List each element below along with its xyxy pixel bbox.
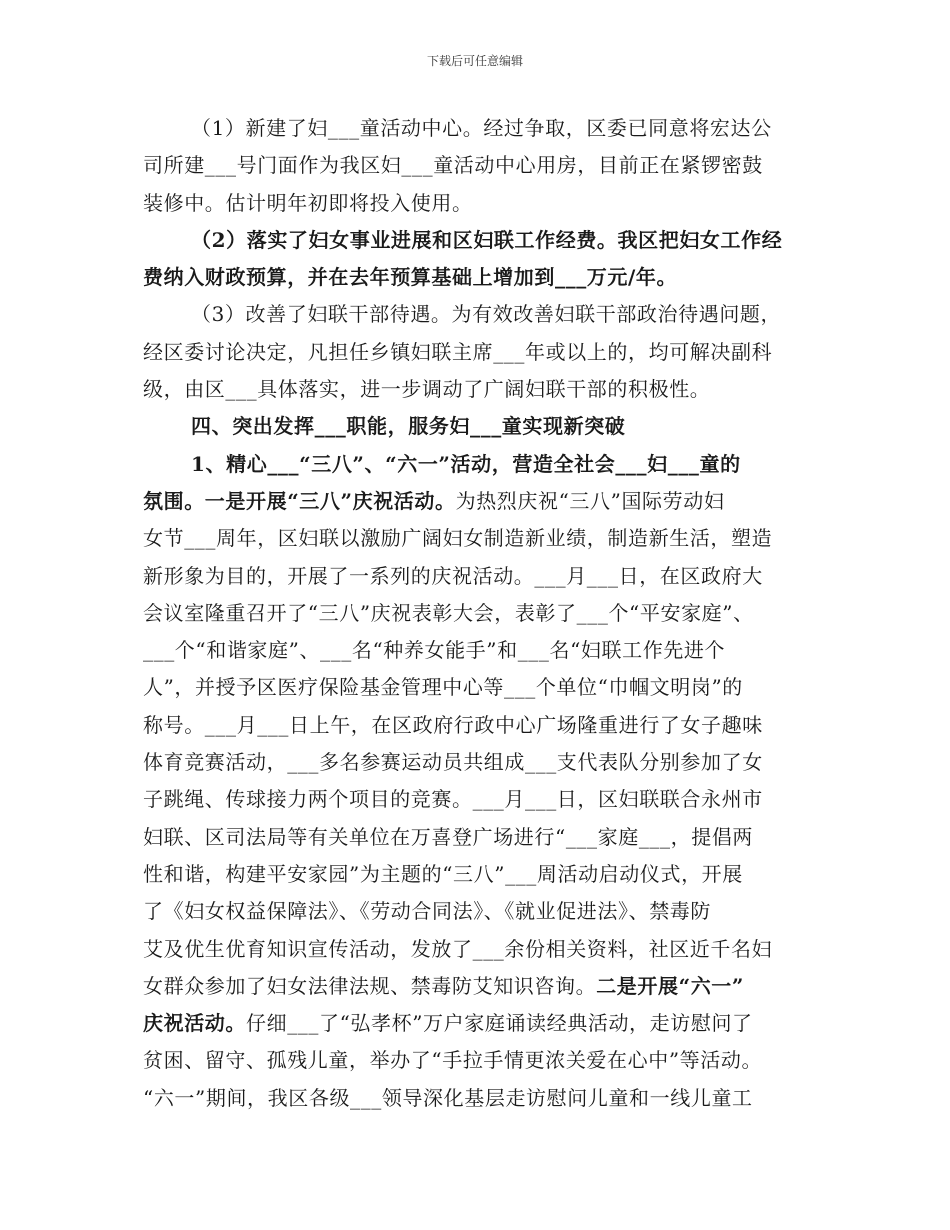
text-line: 司所建___号门面作为我区妇___童活动中心用房，目前正在紧锣密鼓	[143, 153, 763, 178]
text-line: 称号。___月___日上午，在区政府行政中心广场隆重进行了女子趣味	[143, 712, 763, 737]
text-line: （1）新建了妇___童活动中心。经过争取，区委已同意将宏达公	[191, 116, 772, 140]
text-line: 费纳入财政预算，并在去年预算基础上增加到___万元/年。	[143, 265, 678, 290]
text-line: 氛围。一是开展“三八”庆祝活动。为热烈庆祝“三八”国际劳动妇	[143, 488, 725, 513]
text-line: 人”，并授予区医疗保险基金管理中心等___个单位“巾帼文明岗”的	[143, 675, 743, 700]
bold-span: 氛围。一是开展“三八”庆祝活动。	[143, 488, 456, 513]
text-line: 了《妇女权益保障法》、《劳动合同法》、《就业促进法》、禁毒防	[143, 899, 711, 924]
text-line: 体育竞赛活动，___多名参赛运动员共组成___支代表队分别参加了女	[143, 750, 763, 775]
text-line: （3）改善了妇联干部待遇。为有效改善妇联干部政治待遇问题，	[191, 302, 782, 327]
text-line: 女群众参加了妇女法律法规、禁毒防艾知识咨询。二是开展“六一”	[143, 973, 745, 998]
text-line: （2）落实了妇女事业进展和区妇联工作经费。我区把妇女工作经	[191, 227, 783, 252]
text-line: ___个“和谐家庭”、___名“种养女能手”和___名“妇联工作先进个	[143, 638, 726, 663]
bold-span: 庆祝活动。	[143, 1011, 246, 1036]
text-line: “六一”期间，我区各级___领导深化基层走访慰问儿童和一线儿童工	[143, 1085, 753, 1110]
text-line: 子跳绳、传球接力两个项目的竞赛。___月___日，区妇联联合永州市	[143, 787, 763, 812]
text-line: 艾及优生优育知识宣传活动，发放了___余份相关资料，社区近千名妇	[143, 936, 773, 961]
bold-span: 二是开展“六一”	[596, 973, 745, 998]
text-line: 会议室隆重召开了“三八”庆祝表彰大会，表彰了___个“平安家庭”、	[143, 600, 754, 625]
text-line: 1、精心___“三八”、“六一”活动，营造全社会___妇___童的	[191, 451, 741, 476]
text-line: 庆祝活动。仔细___了“弘孝杯”万户家庭诵读经典活动，走访慰问了	[143, 1011, 753, 1036]
text-line: 装修中。估计明年初即将投入使用。	[143, 190, 473, 215]
page-header: 下载后可任意编辑	[426, 54, 523, 68]
text-line: 经区委讨论决定，凡担任乡镇妇联主席___年或以上的，均可解决副科	[143, 339, 773, 364]
text-line: 女节___周年，区妇联以激励广阔妇女制造新业绩，制造新生活，塑造	[143, 526, 773, 551]
text-line: 妇联、区司法局等有关单位在万喜登广场进行“___家庭___，提倡两	[143, 824, 754, 849]
text-line: 四、突出发挥___职能，服务妇___童实现新突破	[191, 414, 626, 439]
text-line: 性和谐，构建平安家园”为主题的“三八”___周活动启动仪式，开展	[143, 861, 743, 886]
text-line: 级，由区___具体落实，进一步调动了广阔妇联干部的积极性。	[143, 377, 711, 402]
text-line: 新形象为目的，开展了一系列的庆祝活动。___月___日，在区政府大	[143, 563, 763, 588]
document-body	[143, 110, 815, 1117]
text-line: 贫困、留守、孤残儿童，举办了“手拉手情更浓关爱在心中”等活动。	[143, 1048, 763, 1073]
